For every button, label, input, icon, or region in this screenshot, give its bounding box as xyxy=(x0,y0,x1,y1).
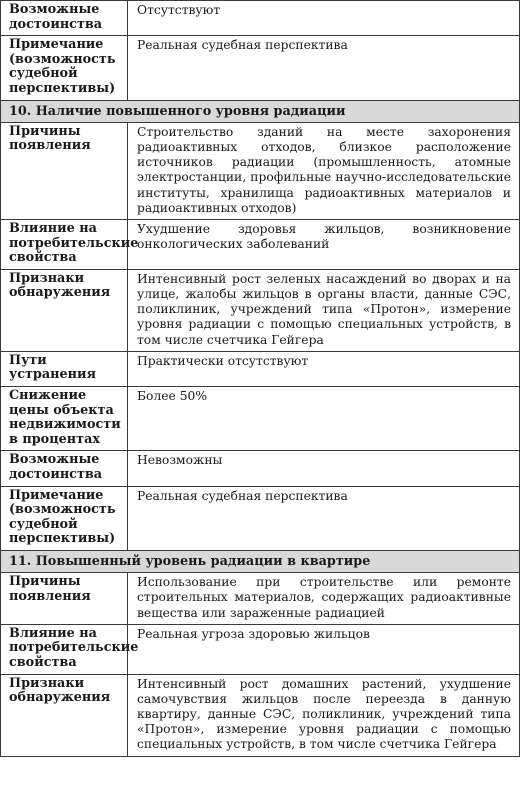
table-row xyxy=(1,451,520,486)
row-value: Отсутствуют xyxy=(128,1,520,36)
row-label: Причины появления xyxy=(1,122,128,219)
table-row xyxy=(1,122,520,219)
row-label: Причины появления xyxy=(1,573,128,625)
row-value: Более 50% xyxy=(128,386,520,450)
row-label: Снижение цены объекта недвижимости в процентах xyxy=(1,386,128,450)
row-label: Влияние на потребительские свойства xyxy=(1,624,128,674)
row-label: Влияние на потребительские свойства xyxy=(1,219,128,269)
row-label: Примечание (возможность судебной перспективы) xyxy=(1,36,128,100)
row-label: Примечание (возможность судебной перспективы) xyxy=(1,486,128,550)
table-row xyxy=(1,219,520,269)
section-header xyxy=(1,550,520,572)
row-value: Ухудшение здоровья жильцов, возникновение онкологических заболеваний xyxy=(128,219,520,269)
row-value: Интенсивный рост домашних растений, ухудшение самочувствия жильцов после переезда в данную квартиру, данные СЭС, поликлиник, учреждений типа «Протон», измерение уровня радиации с помощью специальных устройств, в том числе счетчика Гейгера xyxy=(128,674,520,756)
row-value: Реальная судебная перспектива xyxy=(128,486,520,550)
row-value: Использование при строительстве или ремонте строительных материалов, содержащих радиоактивные вещества или зараженные радиацией xyxy=(128,573,520,625)
row-label: Возможные достоинства xyxy=(1,1,128,36)
table-row xyxy=(1,386,520,450)
row-value: Реальная судебная перспектива xyxy=(128,36,520,100)
row-value: Практически отсутствуют xyxy=(128,351,520,386)
table-row xyxy=(1,486,520,550)
row-label: Возможные достоинства xyxy=(1,451,128,486)
row-value: Интенсивный рост зеленых насаждений во дворах и на улице, жалобы жильцов в органы власти, данные СЭС, поликлиник, учреждений типа «Протон», измерение уровня радиации с помощью специальных устройств, в том числе счетчика Гейгера xyxy=(128,269,520,351)
table-row xyxy=(1,1,520,36)
table-row xyxy=(1,269,520,351)
table-row xyxy=(1,573,520,625)
row-value: Невозможны xyxy=(128,451,520,486)
row-label: Признаки обнаружения xyxy=(1,674,128,756)
table-row xyxy=(1,674,520,756)
section-title: 10. Наличие повышенного уровня радиации xyxy=(1,100,520,122)
table-row xyxy=(1,624,520,674)
table-row xyxy=(1,36,520,100)
section-title: 11. Повышенный уровень радиации в квартире xyxy=(1,550,520,572)
row-value: Строительство зданий на месте захоронения радиоактивных отходов, близкое расположение источников радиации (промышленность, атомные электростанции, профильные научно-исследовательские институты, хранилища радиоактивных материалов и радиоактивных отходов) xyxy=(128,122,520,219)
row-label: Признаки обнаружения xyxy=(1,269,128,351)
row-value: Реальная угроза здоровью жильцов xyxy=(128,624,520,674)
row-label: Пути устранения xyxy=(1,351,128,386)
table-row xyxy=(1,351,520,386)
section-header xyxy=(1,100,520,122)
